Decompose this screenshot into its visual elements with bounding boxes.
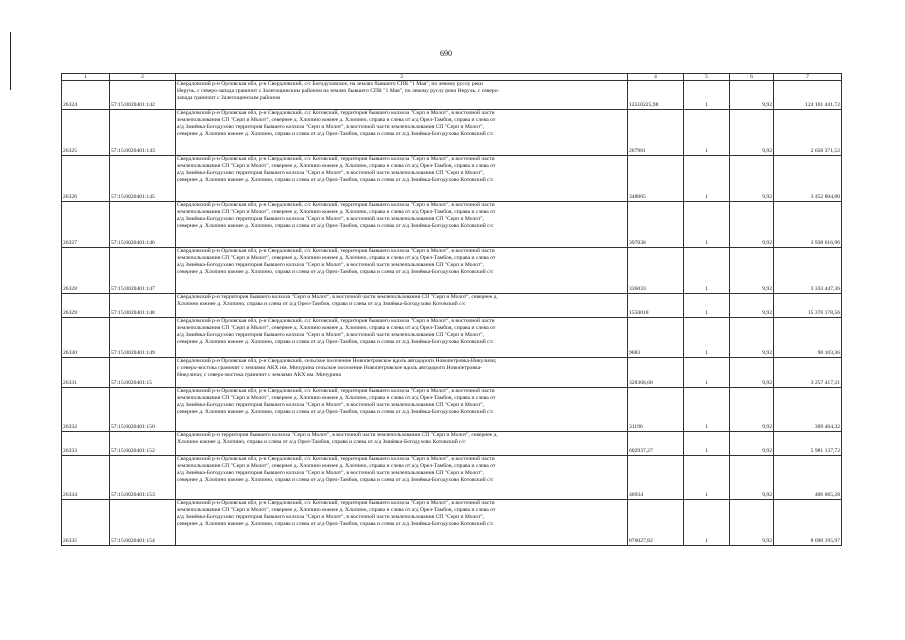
column-5-value: 1 bbox=[684, 318, 730, 358]
cadastral-value: 309 464,32 bbox=[774, 388, 842, 432]
description-cell bbox=[176, 500, 628, 546]
row-number: 26333 bbox=[62, 432, 110, 456]
description-cell bbox=[176, 81, 628, 110]
area-value: 328368,68 bbox=[628, 358, 684, 388]
column-5-value: 1 bbox=[684, 456, 730, 500]
column-5-value: 1 bbox=[684, 358, 730, 388]
row-number: 26324 bbox=[62, 81, 110, 110]
cadastral-number: 57:15:0020401:152 bbox=[110, 432, 176, 456]
area-value: 876027,82 bbox=[628, 500, 684, 546]
cadastral-number: 57:15:0020401:15 bbox=[110, 358, 176, 388]
row-number: 26335 bbox=[62, 500, 110, 546]
column-5-value: 1 bbox=[684, 248, 730, 294]
cadastral-number: 57:15:0020401:153 bbox=[110, 456, 176, 500]
cadastral-value: 3 257 417,31 bbox=[774, 358, 842, 388]
column-header: 4 bbox=[628, 74, 684, 81]
cadastral-number: 57:15:0020401:148 bbox=[110, 294, 176, 318]
rate-value: 9,92 bbox=[730, 110, 774, 156]
land-description: Свердловский р-н Орловская обл, р-н Свердловский, сельское поселение Новопетровское вдоль автодороги Новопетровка-Никуличи; с северо-востока граничит с землями АКХ им. Мичурина сельское поселение Новопетровское вдоль автодороги Новопетровка- Никуличи; с северо-востока граничит с землями АКХ им. Мичурина bbox=[177, 358, 497, 378]
land-description: Свердловский р-н Орловская обл, р-н Свердловский, с/с Котовский, территория бывшего колхоза "Серп и Молот", в восточной части землепользования СП "Серп и Молот", севернее д. Хлопино южнее д. Хлопино, справа и слева от а/д Орел-Тамбов, справа и слева от а/д Змиёвка-Богодухово территория бывшего колхоза "Серп и Молот", в восточной части землепользования СП "Серп и Молот", севернее д. Хлопино южнее д. Хлопино, справа и слева от а/д Орел-Тамбов, справа и слева от а/д Змиёвка-Богодухово Котовский с/с bbox=[177, 318, 496, 345]
description-cell bbox=[176, 456, 628, 500]
description-cell bbox=[176, 294, 628, 318]
rate-value: 9,92 bbox=[730, 81, 774, 110]
column-5-value: 1 bbox=[684, 388, 730, 432]
cadastral-number: 57:15:0020401:145 bbox=[110, 156, 176, 202]
land-description: Свердловский р-н территория бывшего колхоза "Серп и Молот", в восточной части землепользования СП "Серп и Молот", севернее д. Хлопино южнее д. Хлопино, справа и слева от а/д Орел-Тамбов, справа и слева от а/д Змиёвка-Богодухово Котовский с/с bbox=[177, 432, 498, 445]
cadastral-number: 57:15:0020401:149 bbox=[110, 318, 176, 358]
rate-value: 9,92 bbox=[730, 248, 774, 294]
row-number: 26331 bbox=[62, 358, 110, 388]
row-number: 26332 bbox=[62, 388, 110, 432]
land-description: Свердловский р-н Орловская обл, р-н Свердловский, с/с Котовский, территория бывшего колхоза "Серп и Молот", в восточной части землепользования СП "Серп и Молот", севернее д. Хлопино южнее д. Хлопино, справа и слева от а/д Орел-Тамбов, справа и слева от а/д Змиёвка-Богодухово территория бывшего колхоза "Серп и Молот", в восточной части землепользования СП "Серп и Молот", севернее д. Хлопино южнее д. Хлопино, справа и слева от а/д Орел-Тамбов, справа и слева от а/д Змиёвка-Богодухово Котовский с/с bbox=[177, 202, 496, 229]
column-5-value: 1 bbox=[684, 432, 730, 456]
land-description: Свердловский р-н территория бывшего колхоза "Серп и Молот", в восточной части землепользования СП "Серп и Молот", севернее д. Хлопино южнее д. Хлопино, справа и слева от а/д Орел-Тамбов, справа и слева от а/д Змиёвка-Богодухово Котовский с/с bbox=[177, 294, 498, 307]
cadastral-value: 8 690 195,97 bbox=[774, 500, 842, 546]
row-number: 26326 bbox=[62, 156, 110, 202]
area-value: 267981 bbox=[628, 110, 684, 156]
row-number: 26325 bbox=[62, 110, 110, 156]
cadastral-register-table bbox=[61, 73, 842, 546]
page-number: 690 bbox=[440, 49, 452, 58]
cadastral-number: 57:15:0020401:146 bbox=[110, 202, 176, 248]
description-cell bbox=[176, 432, 628, 456]
table-row bbox=[62, 432, 842, 456]
table-row bbox=[62, 110, 842, 156]
land-description: Свердловский р-н Орловская обл, р-н Свердловский, с/с Котовский, территория бывшего колхоза "Серп и Молот", в восточной части землепользования СП "Серп и Молот", севернее д. Хлопино южнее д. Хлопино, справа и слева от а/д Орел-Тамбов, справа и слева от а/д Змиёвка-Богодухово территория бывшего колхоза "Серп и Молот", в восточной части землепользования СП "Серп и Молот", севернее д. Хлопино южнее д. Хлопино, справа и слева от а/д Орел-Тамбов, справа и слева от а/д Змиёвка-Богодухово Котовский с/с bbox=[177, 248, 496, 275]
column-header-row bbox=[62, 74, 842, 81]
row-number: 26328 bbox=[62, 248, 110, 294]
column-header: 1 bbox=[62, 74, 110, 81]
cadastral-number: 57:15:0020401:147 bbox=[110, 248, 176, 294]
area-value: 12510225,98 bbox=[628, 81, 684, 110]
area-value: 336033 bbox=[628, 248, 684, 294]
column-5-value: 1 bbox=[684, 156, 730, 202]
rate-value: 9,92 bbox=[730, 156, 774, 202]
rate-value: 9,92 bbox=[730, 388, 774, 432]
column-5-value: 1 bbox=[684, 500, 730, 546]
description-cell bbox=[176, 358, 628, 388]
description-cell bbox=[176, 318, 628, 358]
area-value: 397038 bbox=[628, 202, 684, 248]
cadastral-value: 3 938 616,96 bbox=[774, 202, 842, 248]
area-value: 9083 bbox=[628, 318, 684, 358]
cadastral-number: 57:15:0020401:143 bbox=[110, 110, 176, 156]
cadastral-value: 3 452 804,80 bbox=[774, 156, 842, 202]
cadastral-value: 15 376 178,56 bbox=[774, 294, 842, 318]
table-row bbox=[62, 294, 842, 318]
rate-value: 9,92 bbox=[730, 318, 774, 358]
row-number: 26327 bbox=[62, 202, 110, 248]
row-number: 26334 bbox=[62, 456, 110, 500]
column-5-value: 1 bbox=[684, 202, 730, 248]
table-row bbox=[62, 456, 842, 500]
cadastral-number: 57:15:0020401:142 bbox=[110, 81, 176, 110]
rate-value: 9,92 bbox=[730, 202, 774, 248]
column-header: 2 bbox=[110, 74, 176, 81]
land-description: Свердловский р-н Орловская обл, р-н Свердловский, с/с Котовский, территория бывшего колхоза "Серп и Молот", в восточной части землепользования СП "Серп и Молот", севернее д. Хлопино южнее д. Хлопино, справа и слева от а/д Орел-Тамбов, справа и слева от а/д Змиёвка-Богодухово территория бывшего колхоза "Серп и Молот", в восточной части землепользования СП "Серп и Молот", севернее д. Хлопино южнее д. Хлопино, справа и слева от а/д Орел-Тамбов, справа и слева от а/д Змиёвка-Богодухово Котовский с/с bbox=[177, 156, 496, 183]
table-row bbox=[62, 500, 842, 546]
land-description: Свердловский р-н Орловская обл, р-н Свердловский, с/с Котовский, территория бывшего колхоза "Серп и Молот", в восточной части землепользования СП "Серп и Молот", севернее д. Хлопино южнее д. Хлопино, справа и слева от а/д Орел-Тамбов, справа и слева от а/д Змиёвка-Богодухово территория бывшего колхоза "Серп и Молот", в восточной части землепользования СП "Серп и Молот", севернее д. Хлопино южнее д. Хлопино, справа и слева от а/д Орел-Тамбов, справа и слева от а/д Змиёвка-Богодухово Котовский с/с bbox=[177, 110, 496, 137]
table-row bbox=[62, 358, 842, 388]
cadastral-value: 406 065,28 bbox=[774, 456, 842, 500]
table-row bbox=[62, 202, 842, 248]
table-row bbox=[62, 156, 842, 202]
cadastral-value: 5 981 137,72 bbox=[774, 432, 842, 456]
table-row bbox=[62, 318, 842, 358]
rate-value: 9,92 bbox=[730, 456, 774, 500]
column-5-value: 1 bbox=[684, 110, 730, 156]
row-number: 26329 bbox=[62, 294, 110, 318]
land-description: Свердловский р-н Орловская обл, р-н Свердловский, с/с Котовский, территория бывшего колхоза "Серп и Молот", в восточной части землепользования СП "Серп и Молот", севернее д. Хлопино южнее д. Хлопино, справа и слева от а/д Орел-Тамбов, справа и слева от а/д Змиёвка-Богодухово территория бывшего колхоза "Серп и Молот", в восточной части землепользования СП "Серп и Молот", севернее д. Хлопино южнее д. Хлопино, справа и слева от а/д Орел-Тамбов, справа и слева от а/д Змиёвка-Богодухово Котовский с/с bbox=[177, 500, 496, 527]
description-cell bbox=[176, 156, 628, 202]
cadastral-value: 124 101 441,72 bbox=[774, 81, 842, 110]
description-cell bbox=[176, 202, 628, 248]
area-value: 348065 bbox=[628, 156, 684, 202]
cadastral-number: 57:15:0020401:150 bbox=[110, 388, 176, 432]
row-number: 26330 bbox=[62, 318, 110, 358]
left-margin-line bbox=[10, 32, 11, 90]
table-row bbox=[62, 248, 842, 294]
column-5-value: 1 bbox=[684, 294, 730, 318]
rate-value: 9,92 bbox=[730, 500, 774, 546]
column-header: 7 bbox=[774, 74, 842, 81]
cadastral-value: 90 103,36 bbox=[774, 318, 842, 358]
column-header: 3 bbox=[176, 74, 628, 81]
rate-value: 9,92 bbox=[730, 432, 774, 456]
rate-value: 9,92 bbox=[730, 358, 774, 388]
column-header: 5 bbox=[684, 74, 730, 81]
rate-value: 9,92 bbox=[730, 294, 774, 318]
cadastral-value: 2 658 371,52 bbox=[774, 110, 842, 156]
land-description: Свердловский р-н Орловская обл, р-н Свердловский, с/с Котовский, территория бывшего колхоза "Серп и Молот", в восточной части землепользования СП "Серп и Молот", севернее д. Хлопино южнее д. Хлопино, справа и слева от а/д Орел-Тамбов, справа и слева от а/д Змиёвка-Богодухово территория бывшего колхоза "Серп и Молот", в восточной части землепользования СП "Серп и Молот", севернее д. Хлопино южнее д. Хлопино, справа и слева от а/д Орел-Тамбов, справа и слева от а/д Змиёвка-Богодухово Котовский с/с bbox=[177, 388, 496, 415]
table-row bbox=[62, 81, 842, 110]
land-description: Свердловский р-н Орловская обл, р-н Свердловский, с/с Котовский, территория бывшего колхоза "Серп и Молот", в восточной части землепользования СП "Серп и Молот", севернее д. Хлопино южнее д. Хлопино, справа и слева от а/д Орел-Тамбов, справа и слева от а/д Змиёвка-Богодухово территория бывшего колхоза "Серп и Молот", в восточной части землепользования СП "Серп и Молот", севернее д. Хлопино южнее д. Хлопино, справа и слева от а/д Орел-Тамбов, справа и слева от а/д Змиёвка-Богодухово Котовский с/с bbox=[177, 456, 496, 483]
column-5-value: 1 bbox=[684, 81, 730, 110]
area-value: 602937,27 bbox=[628, 432, 684, 456]
description-cell bbox=[176, 248, 628, 294]
column-header: 6 bbox=[730, 74, 774, 81]
area-value: 40934 bbox=[628, 456, 684, 500]
cadastral-number: 57:15:0020401:154 bbox=[110, 500, 176, 546]
table-row bbox=[62, 388, 842, 432]
description-cell bbox=[176, 388, 628, 432]
area-value: 1550018 bbox=[628, 294, 684, 318]
description-cell bbox=[176, 110, 628, 156]
area-value: 31196 bbox=[628, 388, 684, 432]
land-description: Свердловский р-н Орловская обл, р-н Свердловский, с/с Богодуховское, на землях бывшего СПК "1 Мая", по левому руслу реки Неручь, с северо-запада граничит с Залегощинским районом на землях бывшего СПК "1 Мая", по левому руслу реки Неручь, с северо- запада граничит с Залегощинским районом bbox=[177, 81, 500, 101]
cadastral-value: 3 333 447,36 bbox=[774, 248, 842, 294]
